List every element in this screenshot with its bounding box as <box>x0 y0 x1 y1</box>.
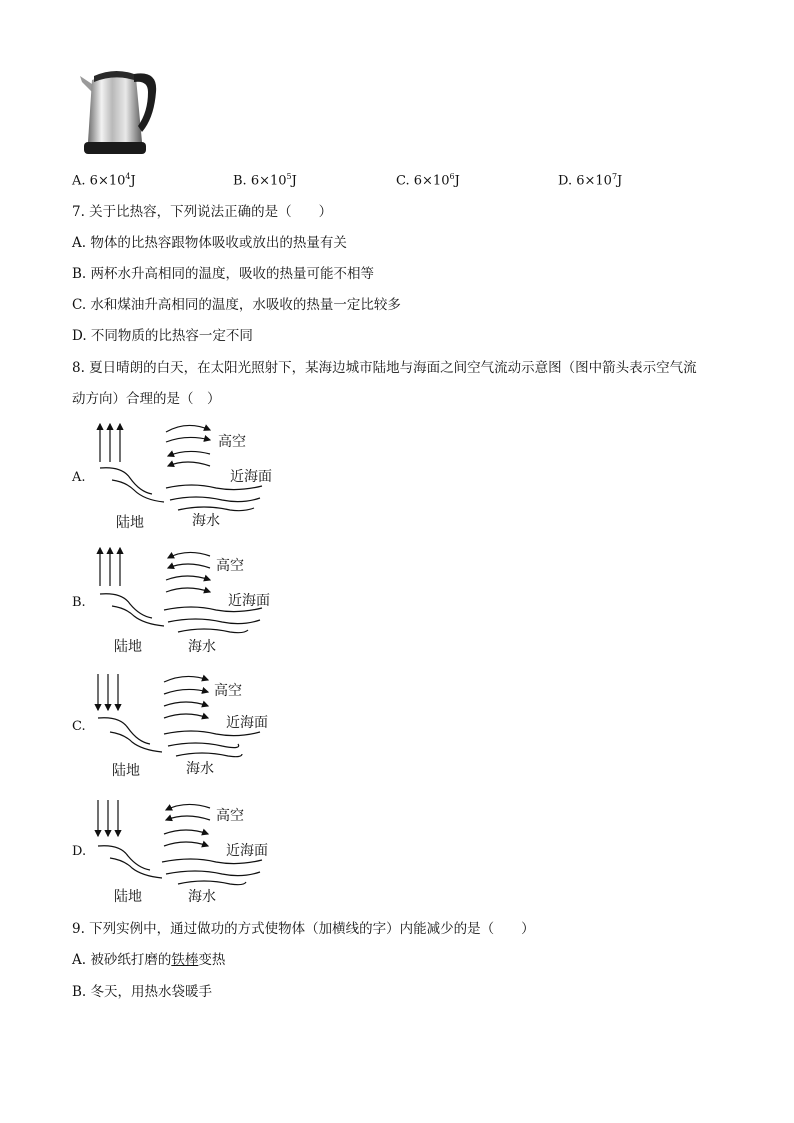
q7-stem: 7. 关于比热容，下列说法正确的是（ ） <box>72 204 333 220</box>
coast-line <box>100 468 152 494</box>
right-arrow <box>166 425 210 432</box>
q8-option-b-letter[interactable]: B. <box>72 595 86 610</box>
label-near-sea: 近海面 <box>226 843 268 859</box>
q8-option-d-letter[interactable]: D. <box>72 844 87 859</box>
label-near-sea: 近海面 <box>228 593 270 609</box>
coast-line <box>112 480 164 502</box>
label-land: 陆地 <box>114 889 142 905</box>
q8-stem-line2: 动方向）合理的是（ ） <box>72 391 221 407</box>
label-sea: 海水 <box>188 639 216 655</box>
option-unit: J <box>291 173 297 189</box>
option-value: 6×10 <box>89 173 126 189</box>
option-text: 变热 <box>198 952 226 968</box>
option-letter: C. <box>396 173 410 189</box>
label-land: 陆地 <box>114 639 142 655</box>
label-high-altitude: 高空 <box>216 558 244 574</box>
option-unit: J <box>130 173 136 189</box>
option-value: 6×10 <box>413 173 450 189</box>
q8-stem-line1: 8. 夏日晴朗的白天，在太阳光照射下，某海边城市陆地与海面之间空气流动示意图（图中箭头表示空气流 <box>72 360 697 376</box>
option-letter: A. <box>72 173 86 189</box>
q8-option-c-letter[interactable]: C. <box>72 719 86 734</box>
option-exponent: 5 <box>286 172 292 181</box>
option-text: A. 被砂纸打磨的 <box>72 952 172 968</box>
underlined-object: 铁棒 <box>171 952 199 968</box>
option-exponent: 4 <box>125 172 131 181</box>
q7-option-a[interactable]: A. 物体的比热容跟物体吸收或放出的热量有关 <box>72 235 347 251</box>
option-letter: D. <box>558 173 573 189</box>
option-exponent: 7 <box>611 172 618 181</box>
label-near-sea: 近海面 <box>230 469 272 485</box>
label-sea: 海水 <box>188 889 216 905</box>
q9-option-b[interactable]: B. 冬天，用热水袋暖手 <box>72 984 213 1000</box>
option-value: 6×10 <box>576 173 612 189</box>
q8-diagram-b[interactable] <box>92 544 292 654</box>
label-land: 陆地 <box>112 763 140 779</box>
option-letter: B. <box>233 173 247 189</box>
label-near-sea: 近海面 <box>226 715 268 731</box>
right-arrow <box>166 437 210 442</box>
q7-option-c[interactable]: C. 水和煤油升高相同的温度，水吸收的热量一定比较多 <box>72 297 401 313</box>
q9-option-a[interactable] <box>72 952 225 968</box>
label-sea: 海水 <box>192 513 220 529</box>
q8-diagram-d[interactable] <box>92 796 292 906</box>
q6-option-b[interactable] <box>233 172 297 188</box>
label-high-altitude: 高空 <box>216 808 244 824</box>
q6-option-a[interactable] <box>72 172 136 188</box>
q8-diagram-c[interactable] <box>92 670 292 780</box>
left-arrow <box>168 462 210 466</box>
q8-option-a-letter[interactable]: A. <box>72 470 86 485</box>
q6-option-c[interactable] <box>396 172 460 188</box>
label-high-altitude: 高空 <box>218 434 246 450</box>
q7-option-b[interactable]: B. 两杯水升高相同的温度，吸收的热量可能不相等 <box>72 266 375 282</box>
left-arrow <box>168 451 210 456</box>
electric-kettle-image <box>74 62 164 162</box>
label-land: 陆地 <box>116 515 144 531</box>
label-sea: 海水 <box>186 761 214 777</box>
option-unit: J <box>454 173 460 189</box>
q8-diagram-a[interactable] <box>92 420 292 530</box>
q6-option-d[interactable] <box>558 172 622 188</box>
q7-option-d[interactable]: D. 不同物质的比热容一定不同 <box>72 328 253 344</box>
option-exponent: 6 <box>449 172 455 181</box>
q9-stem: 9. 下列实例中，通过做功的方式使物体（加横线的字）内能减少的是（ ） <box>72 921 535 937</box>
option-value: 6×10 <box>250 173 287 189</box>
label-high-altitude: 高空 <box>214 683 242 699</box>
option-unit: J <box>617 173 623 189</box>
